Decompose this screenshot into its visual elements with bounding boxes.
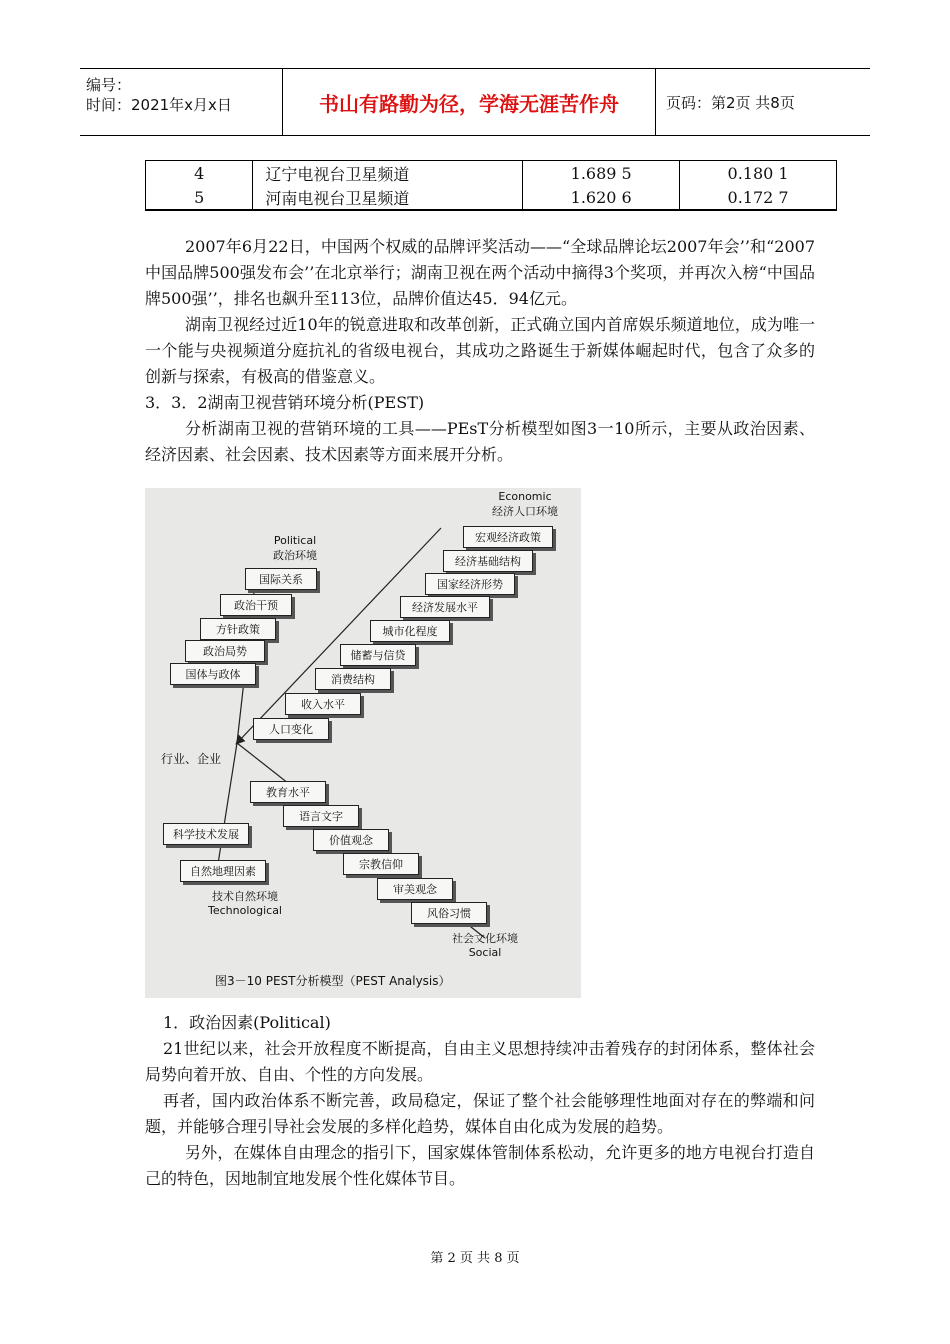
header-meta — [80, 69, 283, 135]
paragraph-openness: 21世纪以来，社会开放程度不断提高，自由主义思想持续冲击着残存的封闭体系，整体社会局势向着开放、自由、个性的方向发展。 — [145, 1039, 815, 1084]
value1-cell: 1.689 5 — [523, 161, 680, 186]
political-label-en: Political — [273, 534, 317, 547]
economic-item: 经济基础结构 — [443, 550, 533, 572]
social-item: 语言文字 — [283, 805, 359, 827]
table-row — [146, 185, 837, 210]
political-item: 国体与政体 — [170, 663, 256, 685]
value1-cell: 1.620 6 — [523, 185, 680, 210]
political-label-zh: 政治环境 — [273, 549, 317, 562]
social-item: 宗教信仰 — [343, 853, 419, 875]
economic-label-en: Economic — [498, 490, 552, 503]
figure-caption: 图3－10 PEST分析模型（PEST Analysis） — [215, 974, 451, 988]
value2-cell: 0.180 1 — [680, 161, 837, 186]
economic-item: 国家经济形势 — [425, 573, 515, 595]
value2-cell: 0.172 7 — [680, 185, 837, 210]
economic-label — [475, 490, 575, 519]
economic-item: 收入水平 — [285, 693, 361, 715]
tech-label — [190, 888, 300, 917]
economic-item: 消费结构 — [315, 668, 391, 690]
political-heading: 1．政治因素(Political) — [163, 1013, 331, 1032]
paragraph-award: 2007年6月22日，中国两个权威的品牌评奖活动——“全球品牌论坛2007年会’’和“2007中国品牌500强发布会’’在北京举行；湖南卫视在两个活动中摘得3个奖项，并再次入榜“中国品牌500强’’，排名也飙升至113位，品牌价值达45．94亿元。 — [145, 237, 815, 308]
section-heading: 3．3．2湖南卫视营销环境分析(PEST) — [145, 393, 425, 412]
channel-cell: 辽宁电视台卫星频道 — [253, 161, 523, 186]
rank-cell: 4 — [146, 161, 253, 186]
political-section — [145, 1010, 815, 1192]
paragraph-pest-intro: 分析湖南卫视的营销环境的工具——PEsT分析模型如图3一10所示，主要从政治因素、经济因素、社会因素、技术因素等方面来展开分析。 — [145, 419, 815, 464]
center-label: 行业、企业 — [160, 752, 221, 766]
social-label — [435, 930, 535, 959]
intro-text — [145, 234, 815, 468]
tech-label-en: Technological — [207, 904, 282, 917]
paragraph-stability: 再者，国内政治体系不断完善，政局稳定，保证了整个社会能够理性地面对存在的弊端和问题，并能够合理引导社会发展的多样化趋势，媒体自由化成为发展的趋势。 — [145, 1091, 815, 1136]
economic-item: 储蓄与信贷 — [340, 644, 416, 666]
document-number-label: 编号： — [86, 76, 132, 94]
tech-item: 自然地理因素 — [180, 860, 266, 882]
header-page-label: 页码：第2页 共8页 — [666, 93, 795, 112]
table-row — [146, 161, 837, 186]
economic-item: 宏观经济政策 — [463, 526, 553, 548]
ranking-table — [145, 160, 837, 211]
social-item: 价值观念 — [313, 829, 389, 851]
political-label — [255, 534, 335, 563]
pest-figure — [145, 488, 581, 998]
political-item: 政治局势 — [185, 640, 265, 662]
political-item: 方针政策 — [200, 618, 276, 640]
social-item: 风俗习惯 — [411, 902, 487, 924]
tech-label-zh: 技术自然环境 — [212, 890, 278, 903]
header-motto: 书山有路勤为径，学海无涯苦作舟 — [283, 69, 656, 135]
document-date-label: 时间：2021年x月x日 — [86, 96, 232, 114]
political-item: 国际关系 — [245, 568, 317, 590]
economic-item: 人口变化 — [253, 718, 329, 740]
rank-cell: 5 — [146, 185, 253, 210]
social-item: 审美观念 — [377, 878, 453, 900]
economic-item: 城市化程度 — [370, 620, 450, 642]
page-header — [80, 68, 870, 136]
social-item: 教育水平 — [250, 781, 326, 803]
page-footer: 第 2 页 共 8 页 — [430, 1251, 520, 1266]
channel-cell: 河南电视台卫星频道 — [253, 185, 523, 210]
paragraph-media-freedom: 另外，在媒体自由理念的指引下，国家媒体管制体系松动，允许更多的地方电视台打造自己的特色，因地制宜地发展个性化媒体节目。 — [145, 1143, 815, 1188]
tech-item: 科学技术发展 — [163, 823, 249, 845]
economic-label-zh: 经济人口环境 — [492, 505, 558, 518]
paragraph-success: 湖南卫视经过近10年的锐意进取和改革创新，正式确立国内首席娱乐频道地位，成为唯一一个能与央视频道分庭抗礼的省级电视台，其成功之路诞生于新媒体崛起时代，包含了众多的创新与探索，有极高的借鉴意义。 — [145, 315, 815, 386]
economic-item: 经济发展水平 — [400, 596, 490, 618]
social-label-zh: 社会文化环境 — [452, 932, 518, 945]
social-label-en: Social — [468, 946, 502, 959]
political-item: 政治干预 — [220, 594, 292, 616]
